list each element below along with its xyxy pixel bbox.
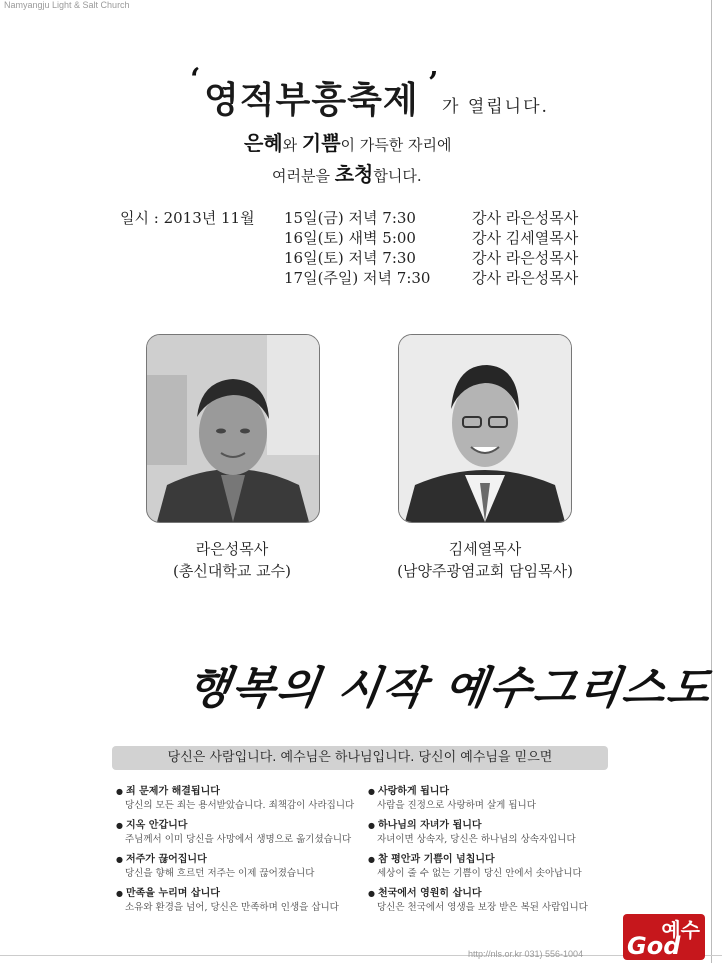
benefit-head: ● 천국에서 영원히 삽니다 [368, 884, 618, 899]
invite-joy: 기쁨 [301, 131, 341, 155]
schedule-label: 일시 : 2013년 11월 [120, 209, 255, 227]
speaker-role: (총신대학교 교수) [173, 562, 291, 580]
page-border-right [711, 0, 712, 963]
schedule-times [284, 208, 430, 288]
schedule-speaker: 강사 라은성목사 [472, 269, 579, 287]
benefit-item [116, 782, 366, 811]
benefit-body: 세상이 줄 수 없는 기쁨이 당신 안에서 솟아납니다 [377, 868, 582, 879]
page-border-bottom [0, 955, 722, 956]
title-quote-close: ’ [428, 66, 439, 101]
schedule-time: 16일(토) 저녁 7:30 [284, 249, 416, 267]
benefit-body: 당신을 향해 흐르던 저주는 이제 끊어졌습니다 [125, 868, 315, 879]
benefit-head: ● 참 평안과 기쁨이 넘칩니다 [368, 850, 618, 865]
invite-line-1 [244, 127, 452, 156]
speaker-name: 라은성목사 [195, 540, 269, 558]
benefit-item [116, 816, 366, 845]
benefit-body: 주님께서 이미 당신을 사망에서 생명으로 옮기셨습니다 [125, 834, 352, 845]
title-quote-open: ‘ [190, 62, 201, 97]
invite-line-1-end: 이 가득한 자리에 [340, 136, 452, 154]
benefit-item [368, 782, 618, 811]
invite-line-2-start: 여러분을 [272, 167, 335, 185]
schedule-time: 17일(주일) 저녁 7:30 [284, 269, 431, 287]
speaker-photo-kim [398, 334, 572, 523]
benefit-body: 당신은 천국에서 영생을 보장 받은 복된 사람입니다 [377, 902, 588, 913]
schedule-speaker: 강사 라은성목사 [472, 249, 579, 267]
benefit-item [116, 884, 366, 913]
title-main: 영적부흥축제 [204, 80, 419, 121]
benefit-body: 자녀이면 상속자, 당신은 하나님의 상속자입니다 [377, 834, 576, 845]
logo-text-bottom: God [627, 932, 681, 960]
invite-line-2-end: 합니다. [373, 167, 422, 185]
benefit-head: ● 하나님의 자녀가 됩니다 [368, 816, 618, 831]
invite-line-2 [272, 158, 422, 187]
jesus-god-logo [623, 914, 705, 960]
logo-text-top: 예수 [661, 918, 700, 942]
speaker-name: 김세열목사 [448, 540, 522, 558]
schedule-time: 16일(토) 새벽 5:00 [284, 229, 416, 247]
invite-grace: 은혜 [244, 131, 283, 155]
schedule-speakers [472, 208, 578, 288]
title-suffix: 가 열립니다. [442, 97, 549, 117]
schedule-time: 15일(금) 저녁 7:30 [284, 209, 416, 227]
invite-invitation: 초청 [334, 162, 374, 186]
speaker-role: (남양주광염교회 담임목사) [397, 562, 573, 580]
footer-contact: http://nls.or.kr 031) 556-1004 [468, 949, 584, 959]
benefit-item [368, 884, 618, 913]
church-name: Namyangju Light & Salt Church [4, 0, 130, 10]
benefit-head: ● 지옥 안갑니다 [116, 816, 366, 831]
benefit-item [368, 850, 618, 879]
schedule-speaker: 강사 김세열목사 [472, 229, 579, 247]
speaker-photo-ra [146, 334, 320, 523]
benefit-head: ● 사랑하게 됩니다 [368, 782, 618, 797]
benefit-head: ● 만족을 누리며 삽니다 [116, 884, 366, 899]
benefit-head: ● 저주가 끊어집니다 [116, 850, 366, 865]
benefit-body: 소유와 환경을 넘어, 당신은 만족하며 인생을 삽니다 [125, 902, 339, 913]
benefit-item [368, 816, 618, 845]
event-title [190, 62, 590, 124]
message-banner: 당신은 사람입니다. 예수님은 하나님입니다. 당신이 예수님을 믿으면 [112, 746, 608, 770]
schedule-speaker: 강사 라은성목사 [472, 209, 579, 227]
benefit-body: 사람을 진정으로 사랑하며 살게 됩니다 [377, 800, 536, 811]
invite-and: 와 [282, 136, 302, 154]
benefit-body: 당신의 모든 죄는 용서받았습니다. 죄책감이 사라집니다 [125, 800, 355, 811]
benefit-head: ● 죄 문제가 해결됩니다 [116, 782, 366, 797]
slogan: 행복의 시작 예수그리스도 [183, 663, 716, 714]
benefit-item [116, 850, 366, 879]
